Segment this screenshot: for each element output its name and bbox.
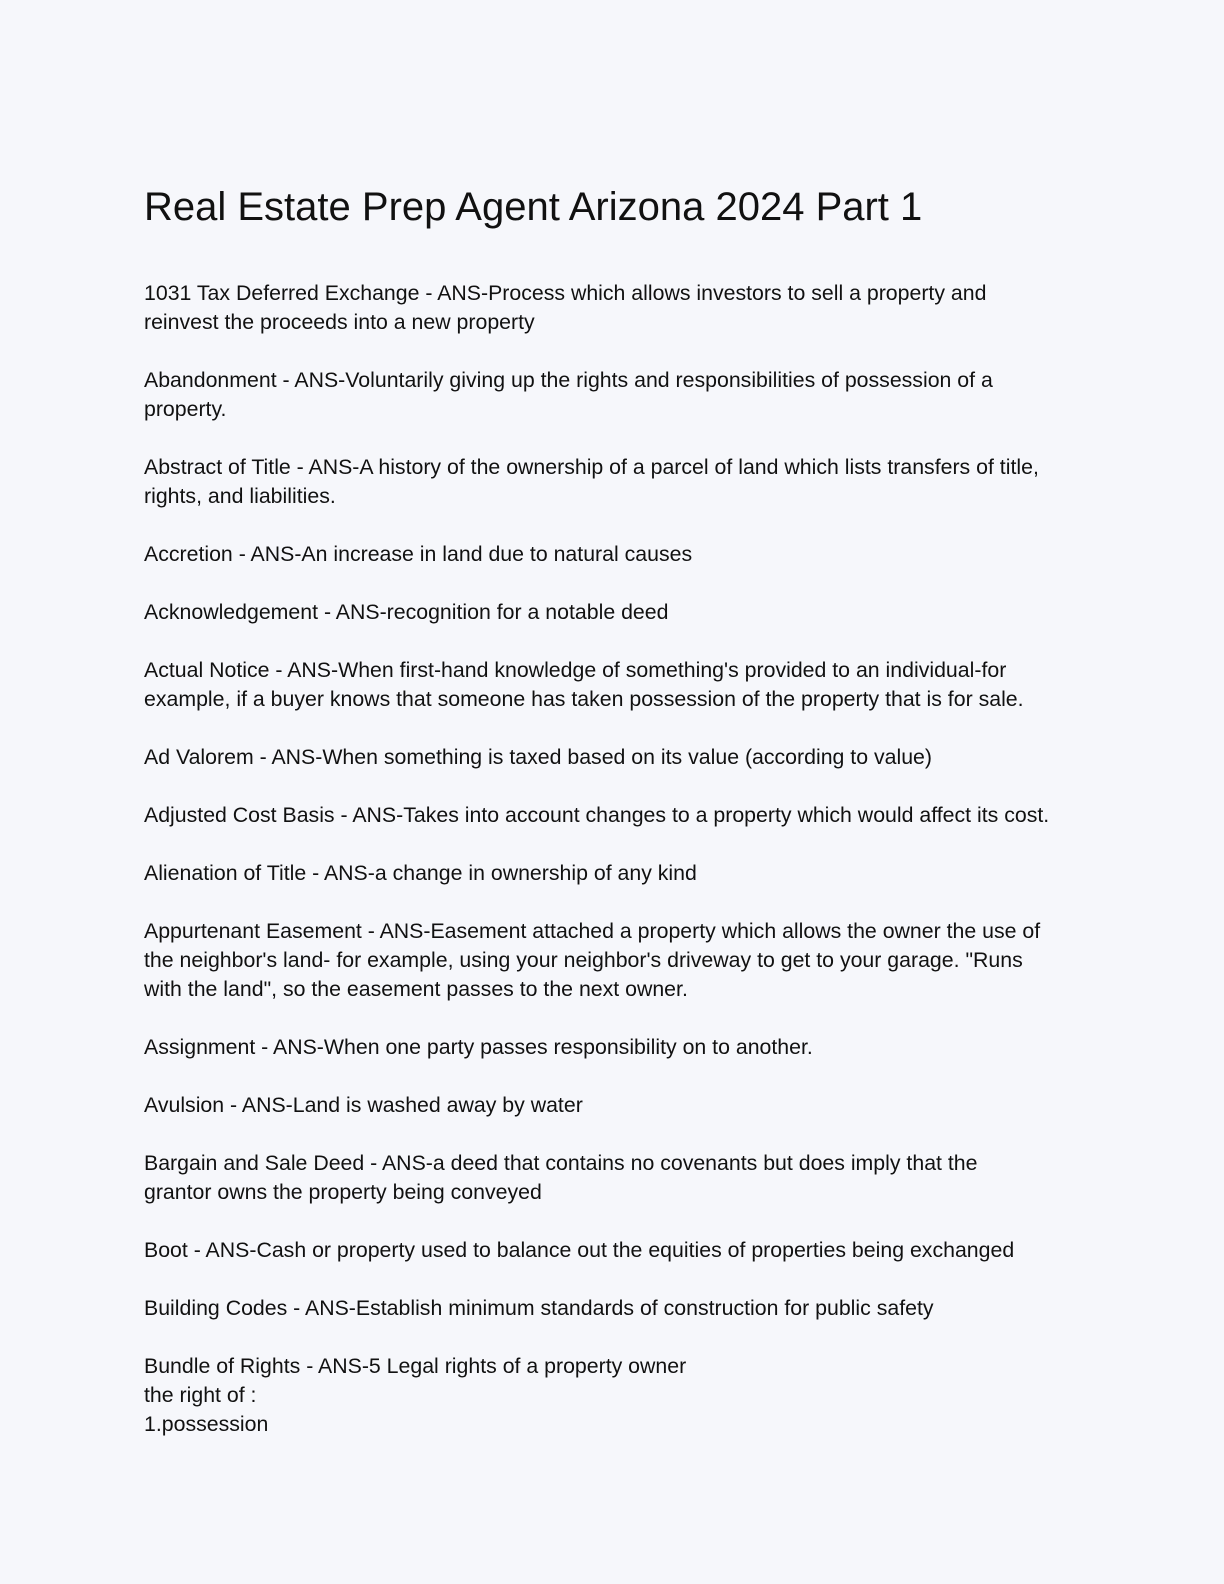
entry-line: Appurtenant Easement - ANS-Easement attached a property which allows the owner the use of xyxy=(144,919,1041,943)
entry-line: example, if a buyer knows that someone has taken possession of the property that is for sale. xyxy=(144,687,1024,711)
entry-line: property. xyxy=(144,397,227,421)
entry-line: Abstract of Title - ANS-A history of the ownership of a parcel of land which lists transfers of title, xyxy=(144,455,1039,479)
glossary-entry xyxy=(144,859,1084,888)
document-page xyxy=(144,182,1084,1468)
glossary-entry xyxy=(144,1033,1084,1062)
entry-line: Abandonment - ANS-Voluntarily giving up the rights and responsibilities of possession of a xyxy=(144,368,993,392)
glossary-entry xyxy=(144,1294,1084,1323)
glossary-entry xyxy=(144,656,1084,714)
entry-line: Bundle of Rights - ANS-5 Legal rights of a property owner xyxy=(144,1354,687,1378)
glossary-entry xyxy=(144,453,1084,511)
glossary-entry xyxy=(144,1149,1084,1207)
glossary-entry xyxy=(144,598,1084,627)
glossary-entry xyxy=(144,279,1084,337)
entry-line: 1.possession xyxy=(144,1412,269,1436)
entry-line: the neighbor's land- for example, using your neighbor's driveway to get to your garage. "Runs xyxy=(144,948,1023,972)
glossary-entry xyxy=(144,1091,1084,1120)
glossary-entry xyxy=(144,801,1084,830)
entry-line: Alienation of Title - ANS-a change in ownership of any kind xyxy=(144,861,697,885)
entry-line: with the land", so the easement passes to the next owner. xyxy=(144,977,688,1001)
glossary-list xyxy=(144,279,1084,1439)
entry-line: Actual Notice - ANS-When first-hand knowledge of something's provided to an individual-for xyxy=(144,658,1007,682)
entry-line: Boot - ANS-Cash or property used to balance out the equities of properties being exchanged xyxy=(144,1238,1015,1262)
entry-line: reinvest the proceeds into a new property xyxy=(144,310,535,334)
entry-line: grantor owns the property being conveyed xyxy=(144,1180,542,1204)
entry-line: Adjusted Cost Basis - ANS-Takes into account changes to a property which would affect its cost. xyxy=(144,803,1050,827)
page-title: Real Estate Prep Agent Arizona 2024 Part 1 xyxy=(144,185,923,229)
glossary-entry xyxy=(144,743,1084,772)
entry-line: Acknowledgement - ANS-recognition for a notable deed xyxy=(144,600,669,624)
entry-line: rights, and liabilities. xyxy=(144,484,336,508)
entry-line: Building Codes - ANS-Establish minimum standards of construction for public safety xyxy=(144,1296,934,1320)
entry-line: Assignment - ANS-When one party passes responsibility on to another. xyxy=(144,1035,813,1059)
entry-line: Avulsion - ANS-Land is washed away by water xyxy=(144,1093,583,1117)
glossary-entry xyxy=(144,1236,1084,1265)
glossary-entry xyxy=(144,917,1084,1004)
glossary-entry xyxy=(144,540,1084,569)
glossary-entry xyxy=(144,366,1084,424)
entry-line: Accretion - ANS-An increase in land due to natural causes xyxy=(144,542,693,566)
entry-line: 1031 Tax Deferred Exchange - ANS-Process which allows investors to sell a property and xyxy=(144,281,987,305)
entry-line: Bargain and Sale Deed - ANS-a deed that contains no covenants but does imply that the xyxy=(144,1151,978,1175)
glossary-entry xyxy=(144,1352,1084,1439)
entry-line: the right of : xyxy=(144,1383,257,1407)
entry-line: Ad Valorem - ANS-When something is taxed based on its value (according to value) xyxy=(144,745,932,769)
